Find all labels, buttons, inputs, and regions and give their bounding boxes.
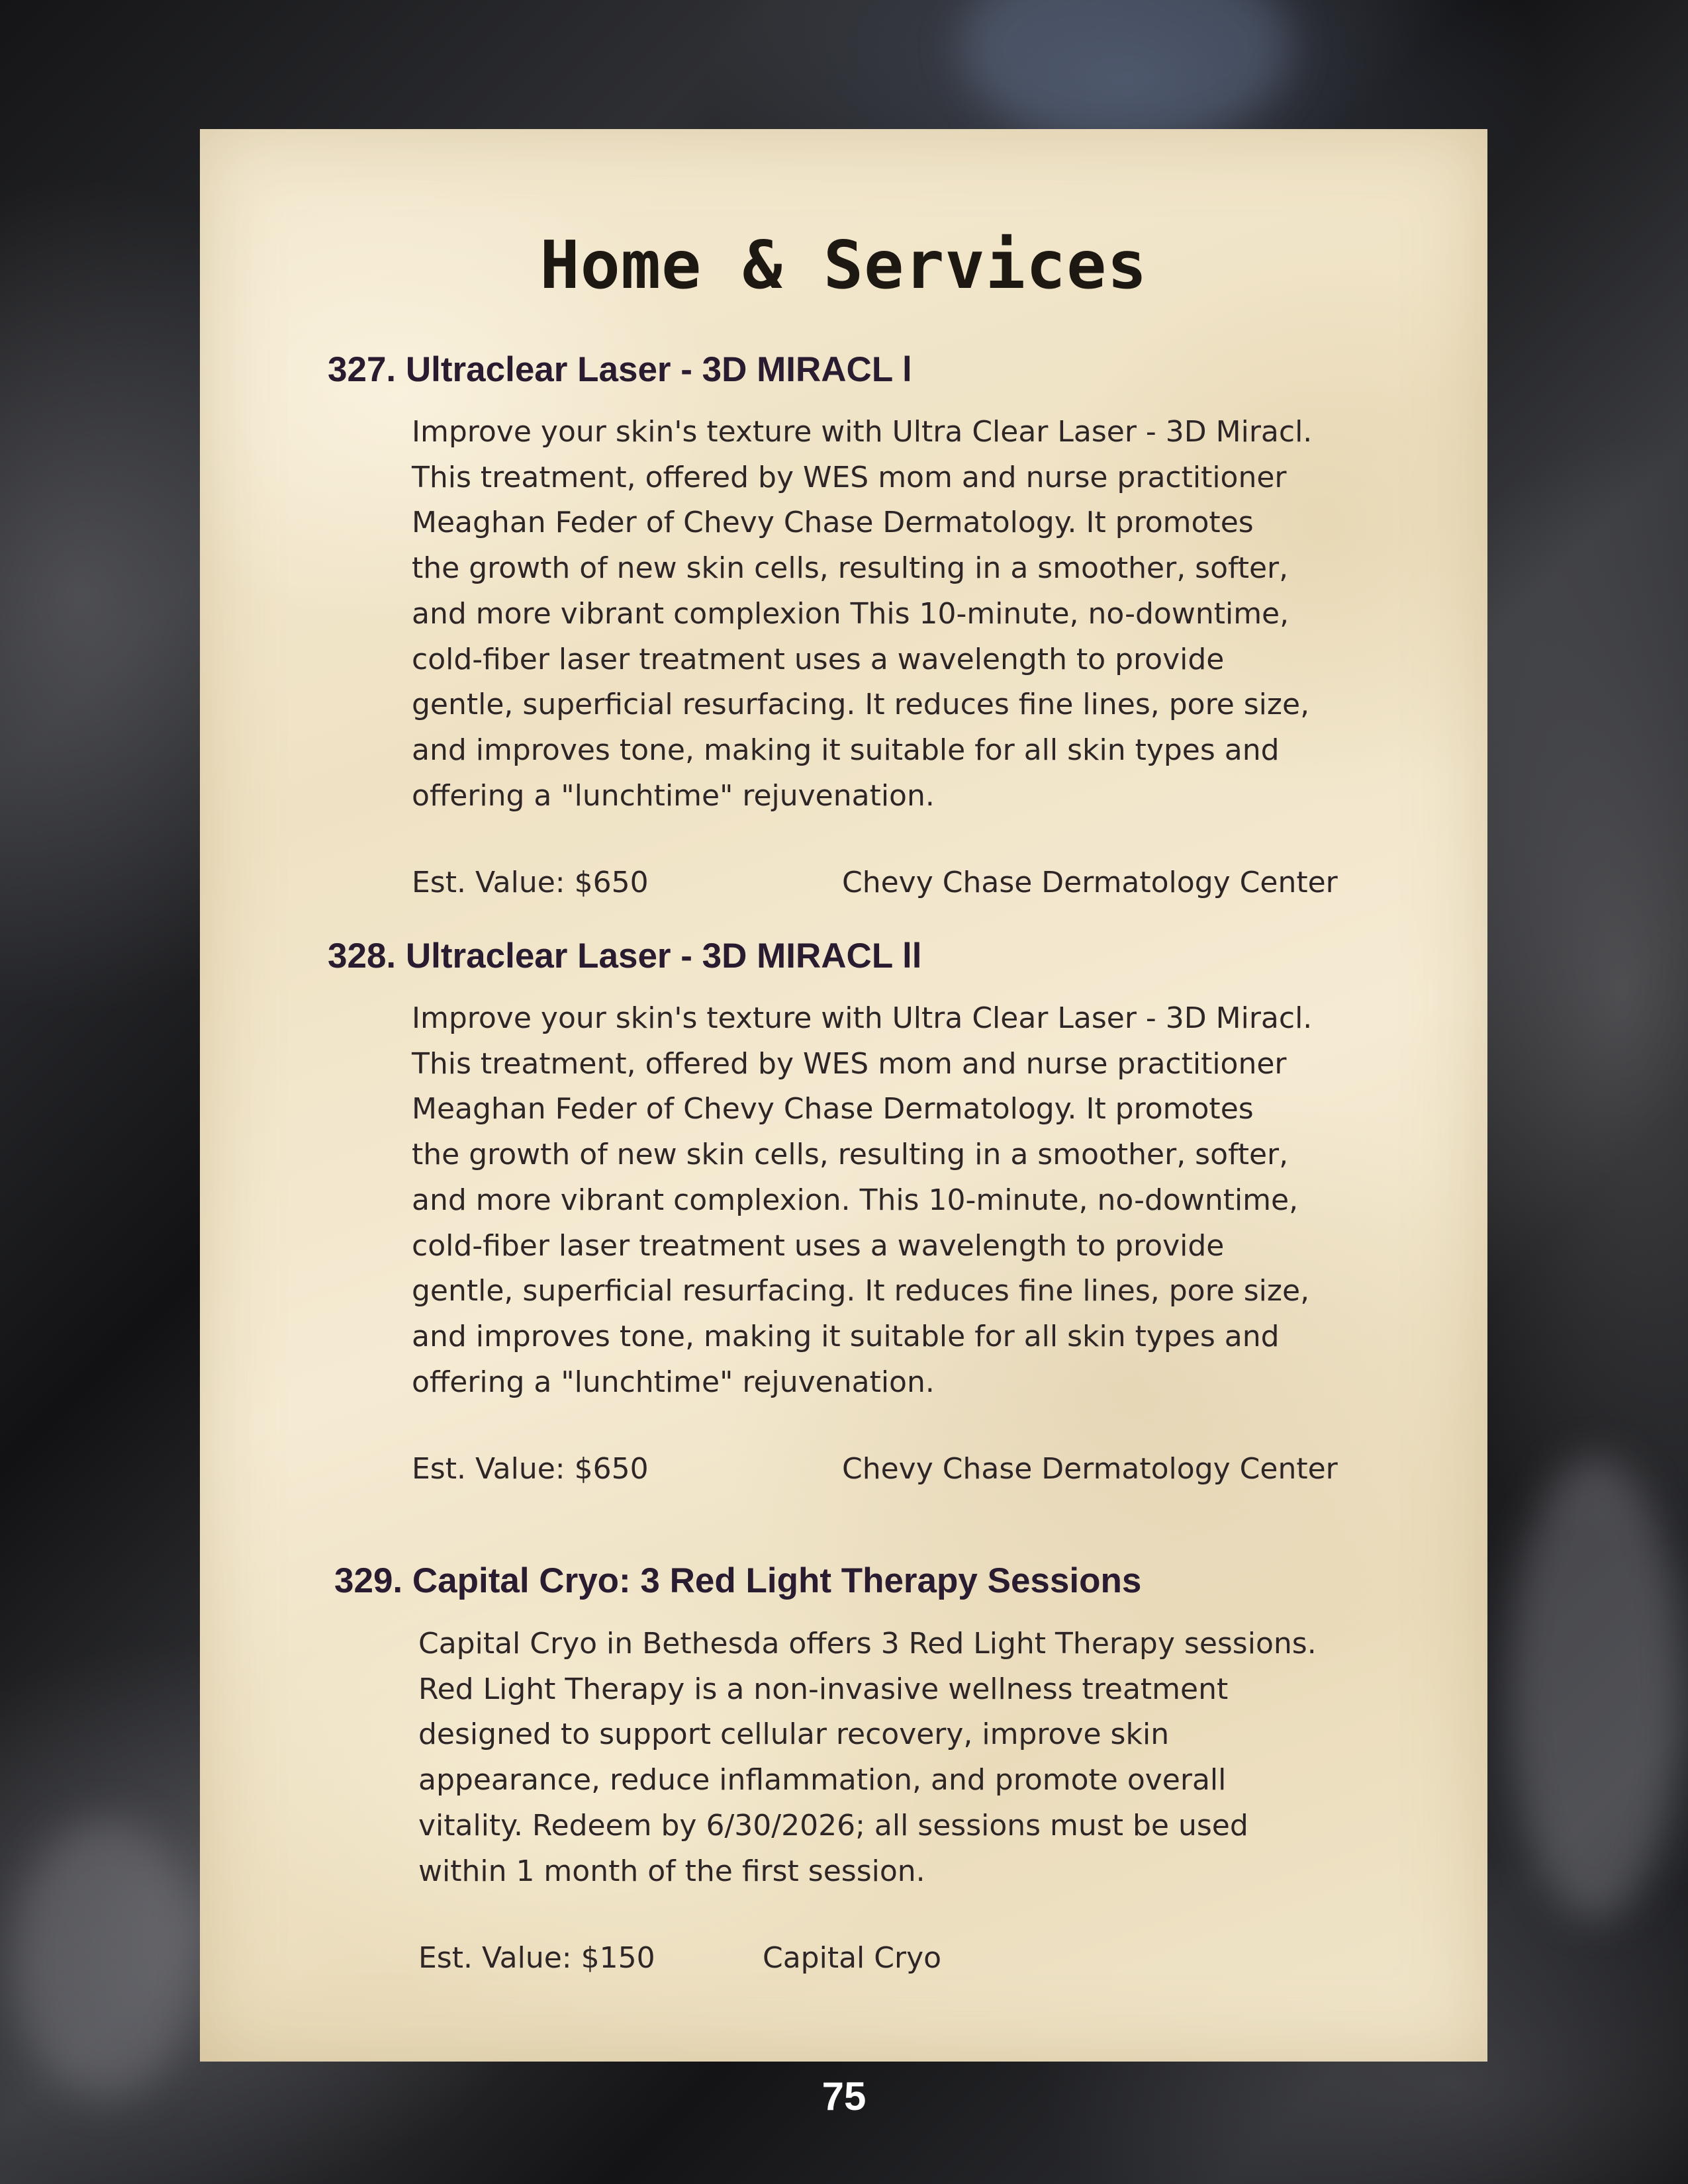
item-description: Improve your skin's texture with Ultra Clear Laser - 3D Miracl. This treatment, offered by WES mom and nurse practitioner Meaghan Feder of Chevy Chase Dermatology. It promotes the growth of new skin cells, resulting in a smoother, softer, and more vibrant complexion This 10-minute, no-downtime, cold-fiber laser treatment uses a wavelength to provide gentle, superficial resurfacing. It reduces fine lines, pore size, and improves tone, making it suitable for all skin types and offering a "lunchtime" rejuvenation. bbox=[412, 415, 1313, 813]
item-heading: 329. Capital Cryo: 3 Red Light Therapy Sessions bbox=[334, 1561, 1142, 1600]
satin-fold-highlight bbox=[13, 1820, 199, 2098]
item-description: Improve your skin's texture with Ultra Clear Laser - 3D Miracl. This treatment, offered by WES mom and nurse practitioner Meaghan Feder of Chevy Chase Dermatology. It promotes the growth of new skin cells, resulting in a smoother, softer, and more vibrant complexion. This 10-minute, no-downtime, cold-fiber laser treatment uses a wavelength to provide gentle, superficial resurfacing. It reduces fine lines, pore size, and improves tone, making it suitable for all skin types and offering a "lunchtime" rejuvenation. bbox=[412, 1001, 1313, 1399]
satin-fold-highlight bbox=[1509, 1456, 1681, 1919]
item-heading: 327. Ultraclear Laser - 3D MIRACL l bbox=[328, 350, 912, 389]
item-donor: Capital Cryo bbox=[763, 1941, 942, 1975]
item-description: Capital Cryo in Bethesda offers 3 Red Light Therapy sessions. Red Light Therapy is a non-invasive wellness treatment designed to support cellular recovery, improve skin appearance, reduce inflammation, and promote overall vitality. Redeem by 6/30/2026; all sessions must be used within 1 month of the first session. bbox=[418, 1627, 1317, 1888]
page-title: Home & Services bbox=[539, 226, 1148, 304]
item-value: Est. Value: $650 bbox=[412, 1452, 649, 1486]
item-heading: 328. Ultraclear Laser - 3D MIRACL ll bbox=[328, 936, 922, 976]
item-value: Est. Value: $150 bbox=[418, 1941, 655, 1975]
item-donor: Chevy Chase Dermatology Center bbox=[842, 866, 1338, 899]
item-value: Est. Value: $650 bbox=[412, 866, 649, 899]
satin-fold-highlight bbox=[960, 0, 1291, 146]
parchment-page bbox=[200, 129, 1487, 2062]
page-number: 75 bbox=[821, 2074, 867, 2118]
item-donor: Chevy Chase Dermatology Center bbox=[842, 1452, 1338, 1486]
